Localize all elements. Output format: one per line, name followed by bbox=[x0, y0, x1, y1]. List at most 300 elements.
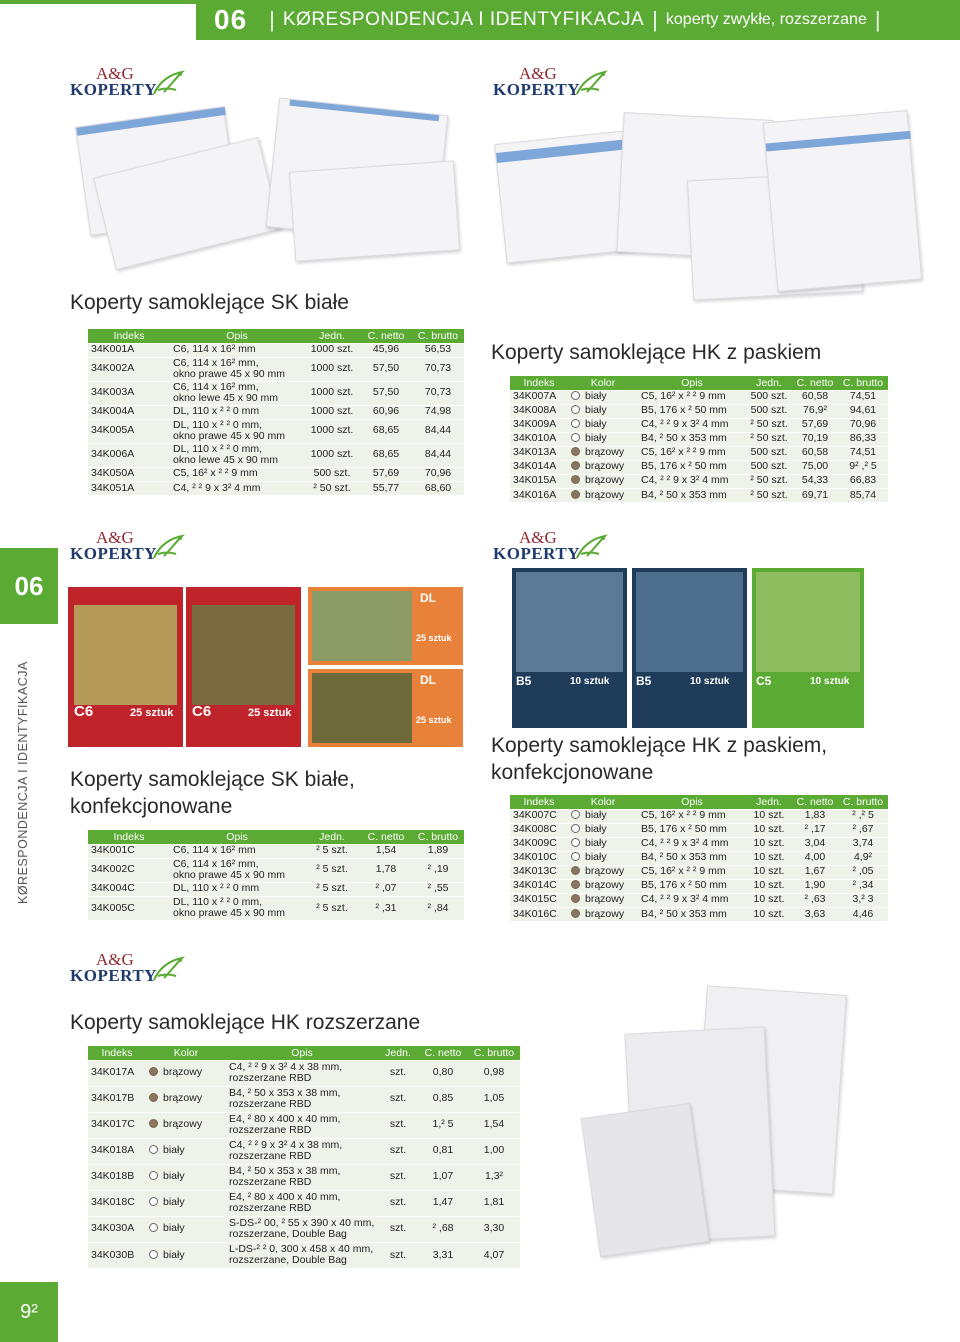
desc-line: DL, 110 x ² ² 0 mm, bbox=[173, 442, 263, 455]
pack-count: 10 sztuk bbox=[570, 676, 610, 687]
cell-index: 34K018B bbox=[88, 1164, 146, 1190]
color-label: biały bbox=[163, 1196, 185, 1209]
col-header-gross: C. brutto bbox=[838, 795, 888, 809]
sidebar-chapter-number: 06 bbox=[0, 548, 58, 624]
color-label: biały bbox=[163, 1222, 185, 1235]
logo-brand-text: KOPERTY bbox=[493, 80, 580, 99]
cell-net: 0,81 bbox=[418, 1138, 468, 1164]
cell-desc bbox=[170, 858, 304, 882]
bird-photo bbox=[756, 572, 860, 672]
col-header-net: C. netto bbox=[360, 329, 412, 343]
cell-index: 34K002A bbox=[88, 357, 170, 381]
cell-color bbox=[568, 851, 638, 865]
col-header-index: Indeks bbox=[88, 329, 170, 343]
bird-photo bbox=[312, 673, 412, 743]
cell-desc bbox=[170, 844, 304, 858]
header-separator: | bbox=[652, 7, 658, 32]
cell-unit: 1000 szt. bbox=[304, 405, 360, 419]
col-header-unit: Jedn. bbox=[378, 1046, 418, 1060]
cell-net: 55,77 bbox=[360, 481, 412, 495]
envelope-image bbox=[763, 110, 922, 292]
product-image-sk-envelopes bbox=[72, 96, 472, 276]
cell-index: 34K013C bbox=[510, 865, 568, 879]
cell-unit: szt. bbox=[378, 1242, 418, 1268]
pack-count: 25 sztuk bbox=[416, 715, 452, 725]
white-color-dot-icon bbox=[149, 1223, 158, 1232]
cell-color bbox=[146, 1112, 226, 1138]
cell-index: 34K017A bbox=[88, 1060, 146, 1086]
cell-desc bbox=[170, 381, 304, 405]
color-label: brązowy bbox=[163, 1066, 203, 1079]
table-row bbox=[510, 446, 888, 460]
cell-desc bbox=[638, 488, 746, 502]
white-color-dot-icon bbox=[149, 1145, 158, 1154]
table-row bbox=[510, 851, 888, 865]
white-color-dot-icon bbox=[571, 391, 580, 400]
table-header-row bbox=[510, 376, 888, 390]
cell-net: ² ,68 bbox=[418, 1216, 468, 1242]
envelope-image bbox=[581, 1103, 709, 1257]
desc-line: rozszerzane RBD bbox=[229, 1072, 312, 1084]
cell-net: ² ,31 bbox=[360, 896, 412, 920]
cell-desc bbox=[226, 1164, 378, 1190]
cell-unit: 10 szt. bbox=[746, 809, 792, 823]
desc-line: C6, 114 x 16² mm bbox=[173, 844, 256, 857]
cell-unit: szt. bbox=[378, 1164, 418, 1190]
cell-gross: 4,9² bbox=[838, 851, 888, 865]
bird-photo bbox=[192, 605, 295, 705]
brown-color-dot-icon bbox=[149, 1119, 158, 1128]
col-header-index: Indeks bbox=[88, 830, 170, 844]
cell-index: 34K016C bbox=[510, 907, 568, 921]
cell-gross: 1,3² bbox=[468, 1164, 520, 1190]
cell-desc bbox=[638, 446, 746, 460]
cell-desc bbox=[638, 865, 746, 879]
desc-line: B5, 176 x ² 50 mm bbox=[641, 404, 727, 417]
cell-index: 34K016A bbox=[510, 488, 568, 502]
pack-image bbox=[308, 587, 463, 665]
cell-net: 1,54 bbox=[360, 844, 412, 858]
pack-size: C6 bbox=[192, 703, 212, 720]
table-header-row bbox=[88, 1046, 520, 1060]
brown-color-dot-icon bbox=[571, 894, 580, 903]
cell-desc bbox=[638, 432, 746, 446]
cell-gross: 3,30 bbox=[468, 1216, 520, 1242]
table-row bbox=[88, 1190, 520, 1216]
cell-desc bbox=[638, 474, 746, 488]
leaf-icon bbox=[573, 68, 609, 98]
desc-line: C5, 16² x ² ² 9 mm bbox=[173, 467, 258, 480]
cell-index: 34K018C bbox=[88, 1190, 146, 1216]
white-color-dot-icon bbox=[571, 419, 580, 428]
cell-gross: 68,60 bbox=[412, 481, 464, 495]
chapter-title: KØRESPONDENCJA I IDENTYFIKACJA bbox=[282, 9, 645, 30]
logo-brand-text: KOPERTY bbox=[70, 966, 157, 985]
pack-image bbox=[512, 568, 627, 728]
cell-net: 4,00 bbox=[792, 851, 838, 865]
cell-net: 69,71 bbox=[792, 488, 838, 502]
cell-color bbox=[568, 432, 638, 446]
header-separator: | bbox=[874, 7, 881, 32]
desc-line: C5, 16² x ² ² 9 mm bbox=[641, 865, 726, 878]
cell-index: 34K008C bbox=[510, 823, 568, 837]
cell-net: 0,85 bbox=[418, 1086, 468, 1112]
cell-gross: ² ,² 5 bbox=[838, 809, 888, 823]
cell-color bbox=[568, 404, 638, 418]
desc-line: okno prawe 45 x 90 mm bbox=[173, 869, 286, 881]
cell-color bbox=[568, 893, 638, 907]
logo-ag-text: A&G bbox=[96, 528, 134, 547]
cell-desc bbox=[638, 404, 746, 418]
color-label: brązowy bbox=[585, 460, 625, 473]
cell-unit: 1000 szt. bbox=[304, 443, 360, 467]
bird-photo bbox=[312, 591, 412, 661]
cell-unit: 10 szt. bbox=[746, 907, 792, 921]
cell-gross: ² ,19 bbox=[412, 858, 464, 882]
cell-desc bbox=[226, 1060, 378, 1086]
pack-count: 25 sztuk bbox=[416, 633, 452, 643]
cell-index: 34K008A bbox=[510, 404, 568, 418]
leaf-icon bbox=[150, 68, 186, 98]
cell-gross: 3,² 3 bbox=[838, 893, 888, 907]
table-row bbox=[88, 1060, 520, 1086]
desc-line: C4, ² ² 9 x 3² 4 x 38 mm, bbox=[229, 1138, 343, 1151]
desc-line: B5, 176 x ² 50 mm bbox=[641, 879, 727, 892]
cell-index: 34K004A bbox=[88, 405, 170, 419]
cell-gross: 74,51 bbox=[838, 390, 888, 404]
title-line: Koperty samoklejące SK białe, bbox=[70, 768, 355, 791]
table-header-row bbox=[510, 795, 888, 809]
pack-size: B5 bbox=[516, 674, 532, 688]
cell-unit: 10 szt. bbox=[746, 865, 792, 879]
cell-desc bbox=[226, 1190, 378, 1216]
col-header-gross: C. brutto bbox=[838, 376, 888, 390]
cell-color bbox=[568, 474, 638, 488]
desc-line: DL, 110 x ² ² 0 mm, bbox=[173, 418, 263, 431]
cell-index: 34K030A bbox=[88, 1216, 146, 1242]
table-row bbox=[510, 893, 888, 907]
cell-unit: szt. bbox=[378, 1216, 418, 1242]
envelope-image bbox=[289, 160, 460, 261]
cell-gross: 84,44 bbox=[412, 419, 464, 443]
col-header-unit: Jedn. bbox=[304, 830, 360, 844]
cell-gross: 86,33 bbox=[838, 432, 888, 446]
cell-desc bbox=[638, 418, 746, 432]
white-color-dot-icon bbox=[571, 824, 580, 833]
cell-gross: 3,74 bbox=[838, 837, 888, 851]
price-table-hk-konf bbox=[510, 795, 888, 921]
desc-line: C5, 16² x ² ² 9 mm bbox=[641, 390, 726, 403]
col-header-unit: Jedn. bbox=[746, 795, 792, 809]
cell-gross: 70,96 bbox=[838, 418, 888, 432]
desc-line: C5, 16² x ² ² 9 mm bbox=[641, 446, 726, 459]
cell-color bbox=[568, 823, 638, 837]
product-image-sk-packs bbox=[68, 585, 468, 747]
pack-image bbox=[752, 568, 864, 728]
section-title-hk-paskiem: Koperty samoklejące HK z paskiem bbox=[491, 341, 822, 364]
pack-size: C5 bbox=[756, 674, 772, 688]
desc-line: S-DS-² 00, ² 55 x 390 x 40 mm, bbox=[229, 1216, 375, 1229]
cell-unit: ² 5 szt. bbox=[304, 844, 360, 858]
cell-color bbox=[568, 390, 638, 404]
pack-image bbox=[308, 669, 463, 747]
cell-index: 34K005C bbox=[88, 896, 170, 920]
col-header-desc: Opis bbox=[226, 1046, 378, 1060]
product-image-expandable-envelopes bbox=[590, 990, 890, 1250]
cell-gross: 1,00 bbox=[468, 1138, 520, 1164]
desc-line: E4, ² 80 x 400 x 40 mm, bbox=[229, 1190, 341, 1203]
desc-line: okno prawe 45 x 90 mm bbox=[173, 368, 286, 380]
desc-line: okno lewe 45 x 90 mm bbox=[173, 454, 279, 466]
cell-net: 1,78 bbox=[360, 858, 412, 882]
table-row bbox=[88, 381, 464, 405]
header-bar bbox=[0, 0, 960, 40]
cell-color bbox=[568, 460, 638, 474]
table-row bbox=[88, 1086, 520, 1112]
color-label: biały bbox=[585, 432, 607, 445]
logo-brand-text: KOPERTY bbox=[493, 544, 580, 563]
table-row bbox=[88, 1164, 520, 1190]
table-row bbox=[510, 865, 888, 879]
desc-line: C4, ² ² 9 x 3² 4 mm bbox=[641, 893, 729, 906]
cell-unit: ² 50 szt. bbox=[746, 488, 792, 502]
cell-unit: 10 szt. bbox=[746, 893, 792, 907]
logo-ag-text: A&G bbox=[96, 950, 134, 969]
table-row bbox=[510, 404, 888, 418]
chapter-number: 06 bbox=[214, 4, 248, 35]
col-header-gross: C. brutto bbox=[412, 329, 464, 343]
white-color-dot-icon bbox=[149, 1250, 158, 1259]
table-row bbox=[88, 1242, 520, 1268]
cell-color bbox=[146, 1060, 226, 1086]
cell-color bbox=[568, 837, 638, 851]
table-header-row bbox=[88, 830, 464, 844]
cell-gross: 4,07 bbox=[468, 1242, 520, 1268]
cell-unit: szt. bbox=[378, 1060, 418, 1086]
table-row bbox=[88, 882, 464, 896]
cell-color bbox=[568, 907, 638, 921]
cell-index: 34K010C bbox=[510, 851, 568, 865]
cell-net: 70,19 bbox=[792, 432, 838, 446]
cell-index: 34K001C bbox=[88, 844, 170, 858]
color-label: brązowy bbox=[163, 1118, 203, 1131]
col-header-net: C. netto bbox=[792, 795, 838, 809]
cell-index: 34K006A bbox=[88, 443, 170, 467]
cell-unit: 1000 szt. bbox=[304, 381, 360, 405]
color-label: brązowy bbox=[585, 893, 625, 906]
leaf-icon bbox=[150, 954, 186, 984]
color-label: brązowy bbox=[585, 446, 625, 459]
cell-net: 45,96 bbox=[360, 343, 412, 357]
cell-net: 1,90 bbox=[792, 879, 838, 893]
table-row bbox=[510, 907, 888, 921]
cell-net: 1,07 bbox=[418, 1164, 468, 1190]
table-row bbox=[88, 419, 464, 443]
cell-desc bbox=[638, 460, 746, 474]
desc-line: B4, ² 50 x 353 x 38 mm, bbox=[229, 1086, 341, 1099]
pack-count: 25 sztuk bbox=[130, 707, 174, 719]
white-color-dot-icon bbox=[571, 433, 580, 442]
cell-unit: szt. bbox=[378, 1086, 418, 1112]
cell-net: 3,04 bbox=[792, 837, 838, 851]
cell-desc bbox=[226, 1112, 378, 1138]
product-image-hk-envelopes bbox=[500, 96, 920, 316]
cell-gross: ² ,84 bbox=[412, 896, 464, 920]
white-color-dot-icon bbox=[571, 810, 580, 819]
desc-line: L-DS-² ² 0, 300 x 458 x 40 mm, bbox=[229, 1242, 374, 1255]
cell-net: ² ,17 bbox=[792, 823, 838, 837]
table-row bbox=[88, 844, 464, 858]
cell-unit: ² 50 szt. bbox=[746, 418, 792, 432]
desc-line: C6, 114 x 16² mm, bbox=[173, 356, 259, 369]
desc-line: C4, ² ² 9 x 3² 4 mm bbox=[641, 474, 729, 487]
table-row bbox=[88, 1112, 520, 1138]
cell-net: ² ,07 bbox=[360, 882, 412, 896]
price-table-hk-paskiem bbox=[510, 376, 888, 502]
cell-unit: ² 5 szt. bbox=[304, 882, 360, 896]
col-header-net: C. netto bbox=[360, 830, 412, 844]
cell-gross: ² ,67 bbox=[838, 823, 888, 837]
cell-desc bbox=[638, 390, 746, 404]
cell-gross: 1,89 bbox=[412, 844, 464, 858]
cell-net: 3,63 bbox=[792, 907, 838, 921]
cell-index: 34K004C bbox=[88, 882, 170, 896]
cell-net: 1,² 5 bbox=[418, 1112, 468, 1138]
desc-line: rozszerzane RBD bbox=[229, 1124, 312, 1136]
cell-color bbox=[146, 1086, 226, 1112]
table-row bbox=[88, 443, 464, 467]
desc-line: rozszerzane RBD bbox=[229, 1176, 312, 1188]
cell-unit: szt. bbox=[378, 1112, 418, 1138]
cell-desc bbox=[226, 1138, 378, 1164]
section-title-sk-konf bbox=[70, 766, 355, 820]
pack-image bbox=[186, 587, 301, 747]
cell-net: 60,58 bbox=[792, 446, 838, 460]
cell-index: 34K007A bbox=[510, 390, 568, 404]
cell-color bbox=[146, 1216, 226, 1242]
title-line: konfekcjonowane bbox=[491, 761, 654, 784]
table-row bbox=[510, 432, 888, 446]
cell-gross: 1,05 bbox=[468, 1086, 520, 1112]
cell-gross: 85,74 bbox=[838, 488, 888, 502]
desc-line: rozszerzane RBD bbox=[229, 1150, 312, 1162]
brown-color-dot-icon bbox=[149, 1093, 158, 1102]
cell-net: 57,50 bbox=[360, 381, 412, 405]
desc-line: B4, ² 50 x 353 mm bbox=[641, 907, 727, 920]
table-row bbox=[510, 474, 888, 488]
col-header-desc: Opis bbox=[170, 830, 304, 844]
logo-brand-text: KOPERTY bbox=[70, 544, 157, 563]
pack-size: C6 bbox=[74, 703, 94, 720]
desc-line: B4, ² 50 x 353 mm bbox=[641, 432, 727, 445]
cell-index: 34K015C bbox=[510, 893, 568, 907]
col-header-color: Kolor bbox=[568, 376, 638, 390]
bird-photo bbox=[636, 572, 743, 672]
logo-ag-text: A&G bbox=[519, 528, 557, 547]
cell-unit: 500 szt. bbox=[746, 404, 792, 418]
cell-unit: 500 szt. bbox=[746, 390, 792, 404]
cell-net: 0,80 bbox=[418, 1060, 468, 1086]
desc-line: B4, ² 50 x 353 x 38 mm, bbox=[229, 1164, 341, 1177]
cell-net: 54,33 bbox=[792, 474, 838, 488]
cell-index: 34K010A bbox=[510, 432, 568, 446]
cell-net: 60,96 bbox=[360, 405, 412, 419]
brand-logo bbox=[493, 530, 623, 566]
cell-unit: szt. bbox=[378, 1138, 418, 1164]
cell-unit: 10 szt. bbox=[746, 851, 792, 865]
cell-gross: 74,98 bbox=[412, 405, 464, 419]
cell-index: 34K018A bbox=[88, 1138, 146, 1164]
color-label: biały bbox=[585, 837, 607, 850]
desc-line: B4, ² 50 x 353 mm bbox=[641, 488, 727, 501]
cell-desc bbox=[170, 467, 304, 481]
header-band bbox=[196, 0, 960, 40]
col-header-gross: C. brutto bbox=[468, 1046, 520, 1060]
desc-line: B5, 176 x ² 50 mm bbox=[641, 823, 727, 836]
pack-count: 10 sztuk bbox=[690, 676, 730, 687]
cell-gross: 56,53 bbox=[412, 343, 464, 357]
table-row bbox=[510, 460, 888, 474]
cell-gross: 84,44 bbox=[412, 443, 464, 467]
table-row bbox=[510, 418, 888, 432]
pack-count: 25 sztuk bbox=[248, 707, 292, 719]
desc-line: okno prawe 45 x 90 mm bbox=[173, 907, 286, 920]
cell-desc bbox=[638, 879, 746, 893]
cell-color bbox=[146, 1242, 226, 1268]
cell-net: 60,58 bbox=[792, 390, 838, 404]
cell-desc bbox=[170, 405, 304, 419]
col-header-desc: Opis bbox=[638, 795, 746, 809]
table-row bbox=[510, 390, 888, 404]
cell-index: 34K003A bbox=[88, 381, 170, 405]
cell-desc bbox=[170, 419, 304, 443]
desc-line: rozszerzane, Double Bag bbox=[229, 1228, 347, 1240]
cell-unit: 1000 szt. bbox=[304, 357, 360, 381]
desc-line: C5, 16² x ² ² 9 mm bbox=[641, 809, 726, 822]
cell-unit: ² 50 szt. bbox=[746, 474, 792, 488]
cell-index: 34K017C bbox=[88, 1112, 146, 1138]
table-row bbox=[88, 467, 464, 481]
color-label: biały bbox=[163, 1170, 185, 1183]
cell-color bbox=[146, 1164, 226, 1190]
brown-color-dot-icon bbox=[571, 461, 580, 470]
cell-net: 57,69 bbox=[360, 467, 412, 481]
col-header-color: Kolor bbox=[568, 795, 638, 809]
table-row bbox=[88, 896, 464, 920]
white-color-dot-icon bbox=[149, 1197, 158, 1206]
pack-image bbox=[68, 587, 183, 747]
cell-desc bbox=[226, 1242, 378, 1268]
color-label: brązowy bbox=[585, 865, 625, 878]
white-color-dot-icon bbox=[571, 852, 580, 861]
color-label: biały bbox=[163, 1144, 185, 1157]
logo-brand-text: KOPERTY bbox=[70, 80, 157, 99]
col-header-desc: Opis bbox=[638, 376, 746, 390]
table-row bbox=[88, 481, 464, 495]
table-row bbox=[88, 357, 464, 381]
desc-line: DL, 110 x ² ² 0 mm, bbox=[173, 895, 263, 908]
desc-line: C6, 114 x 16² mm, bbox=[173, 857, 259, 870]
white-color-dot-icon bbox=[571, 838, 580, 847]
col-header-index: Indeks bbox=[510, 376, 568, 390]
cell-desc bbox=[170, 481, 304, 495]
logo-ag-text: A&G bbox=[519, 64, 557, 83]
cell-gross: 74,51 bbox=[838, 446, 888, 460]
cell-gross: 70,73 bbox=[412, 381, 464, 405]
col-header-index: Indeks bbox=[510, 795, 568, 809]
cell-index: 34K009A bbox=[510, 418, 568, 432]
brown-color-dot-icon bbox=[571, 447, 580, 456]
